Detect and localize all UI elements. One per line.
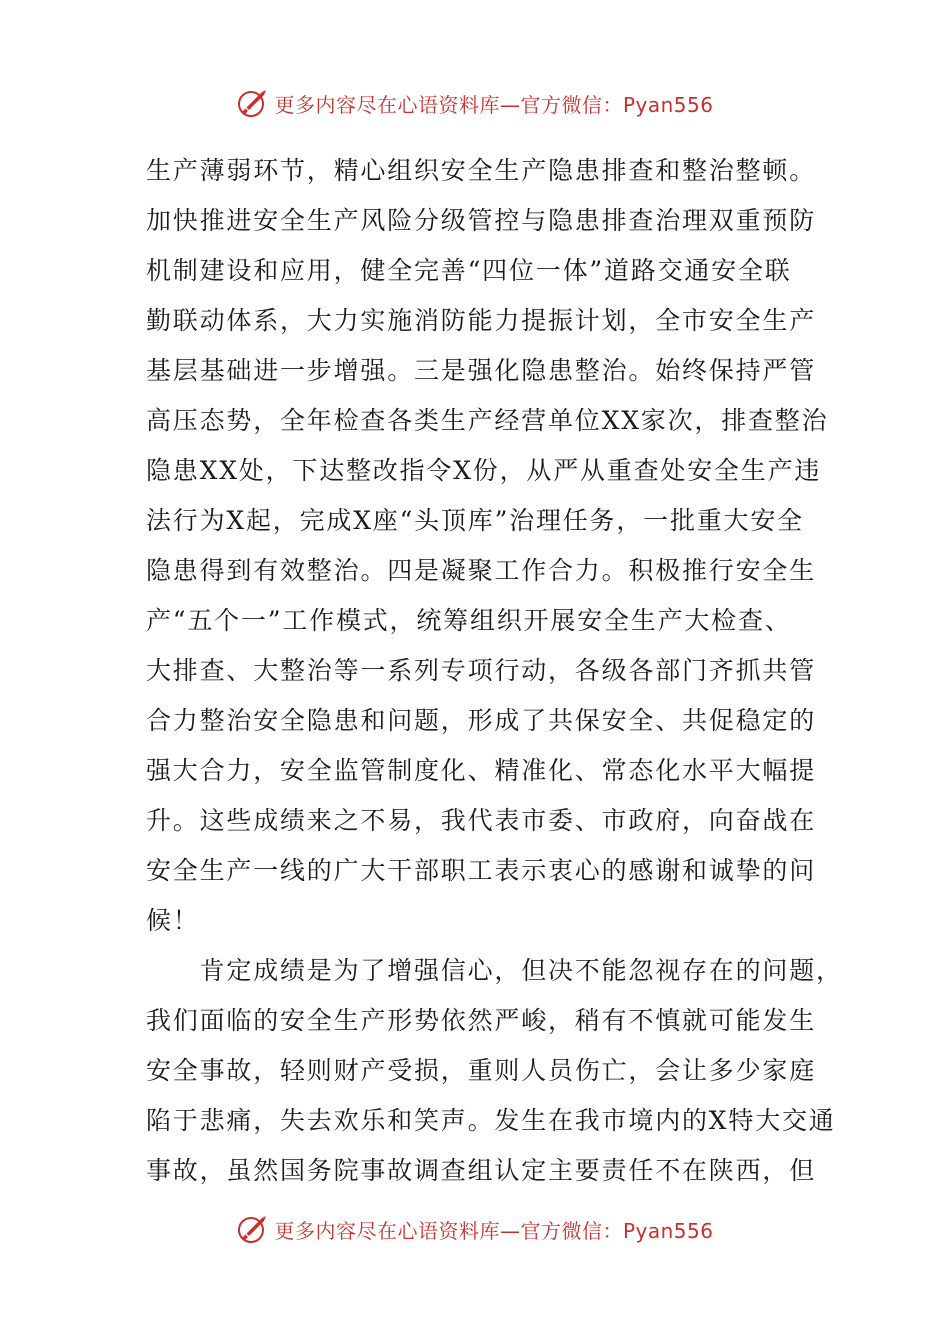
text-line: 隐患得到有效整治。四是凝聚工作合力。积极推行安全生 <box>146 556 817 585</box>
header-watermark <box>0 86 950 120</box>
text-line: 生产薄弱环节，精心组织安全生产隐患排查和整治整顿。 <box>146 156 817 185</box>
text-line: 大排查、大整治等一系列专项行动，各级各部门齐抓共管 <box>146 656 817 685</box>
quill-pen-logo-icon <box>236 1212 270 1246</box>
document-body <box>146 146 843 1196</box>
text-line: 强大合力，安全监管制度化、精准化、常态化水平大幅提 <box>146 756 817 785</box>
text-line: 法行为X起，完成X座“头顶库”治理任务，一批重大安全 <box>146 506 804 535</box>
text-line: 安全事故，轻则财产受损，重则人员伤亡，会让多少家庭 <box>146 1056 817 1085</box>
text-line: 候！ <box>146 906 200 935</box>
text-line: 产“五个一”工作模式，统筹组织开展安全生产大检查、 <box>146 606 792 635</box>
text-line: 安全生产一线的广大干部职工表示衷心的感谢和诚挚的问 <box>146 856 817 885</box>
paragraph-first-line: 肯定成绩是为了增强信心，但决不能忽视存在的问题， <box>146 956 843 985</box>
text-line: 升。这些成绩来之不易，我代表市委、市政府，向奋战在 <box>146 806 817 835</box>
text-line: 隐患XX处，下达整改指令X份，从严从重查处安全生产违 <box>146 456 822 485</box>
quill-pen-logo-icon <box>236 86 270 120</box>
text-line: 基层基础进一步增强。三是强化隐患整治。始终保持严管 <box>146 356 817 385</box>
text-line: 勤联动体系，大力实施消防能力提振计划，全市安全生产 <box>146 306 817 335</box>
text-line: 我们面临的安全生产形势依然严峻，稍有不慎就可能发生 <box>146 1006 817 1035</box>
text-line: 加快推进安全生产风险分级管控与隐患排查治理双重预防 <box>146 206 817 235</box>
watermark-text: 更多内容尽在心语资料库—官方微信：Pyan556 <box>274 1218 714 1243</box>
text-line: 高压态势，全年检查各类生产经营单位XX家次，排查整治 <box>146 406 829 435</box>
footer-watermark <box>0 1212 950 1246</box>
text-line: 合力整治安全隐患和问题，形成了共保安全、共促稳定的 <box>146 706 817 735</box>
text-line: 机制建设和应用，健全完善“四位一体”道路交通安全联 <box>146 256 792 285</box>
text-line: 事故，虽然国务院事故调查组认定主要责任不在陕西，但 <box>146 1156 817 1185</box>
text-line: 陷于悲痛，失去欢乐和笑声。发生在我市境内的X特大交通 <box>146 1106 836 1135</box>
watermark-text: 更多内容尽在心语资料库—官方微信：Pyan556 <box>274 92 714 117</box>
